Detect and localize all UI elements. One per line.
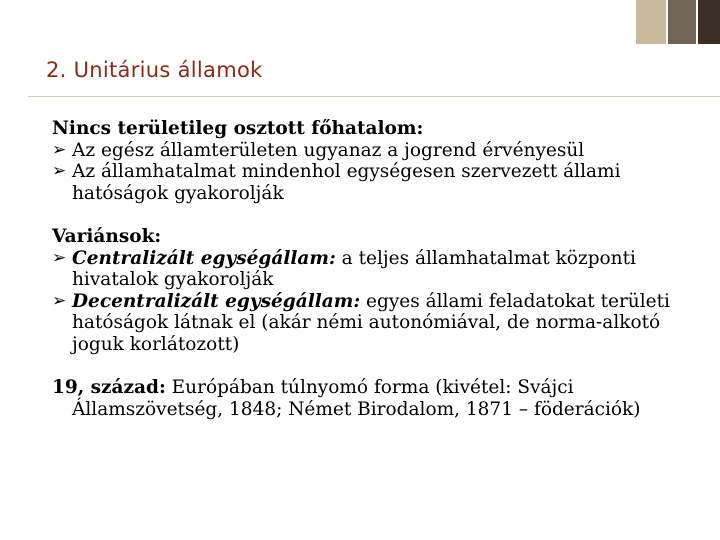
- section-main-power: [52, 118, 692, 204]
- bullet-item: [52, 161, 692, 204]
- top-bar-mid: [668, 0, 696, 44]
- bullet-text: Az államhatalmat mindenhol egységesen szervezett állami hatóságok gyakorolják: [72, 161, 621, 204]
- top-bar-light: [636, 0, 666, 44]
- section-heading: Nincs területileg osztott főhatalom:: [52, 118, 424, 139]
- slide-content: [52, 118, 692, 442]
- paragraph-text: Európában túlnyomó forma (kivétel: Svájci Államszövetség, 1848; Német Birodalom, 1871 – föderációk): [72, 377, 641, 420]
- bullet-item: [52, 248, 692, 291]
- bullet-text: egyes állami feladatokat területi hatóságok látnak el (akár némi autonómiával, de norma-alkotó joguk korlátozott): [72, 290, 670, 355]
- arrow-bullet-icon: ➢: [52, 290, 67, 311]
- term-label: Centralizált egységállam:: [72, 247, 336, 269]
- bullet-text: Az egész államterületen ugyanaz a jogrend érvényesül: [72, 139, 585, 161]
- bullet-text: a teljes államhatalmat központi hivatalok gyakorolják: [72, 247, 636, 290]
- arrow-bullet-icon: ➢: [52, 161, 67, 181]
- section-heading: Variánsok:: [52, 226, 162, 247]
- decorative-top-bars: [636, 0, 720, 44]
- lead-label: 19, század:: [52, 377, 166, 398]
- bullet-item: [52, 140, 692, 162]
- arrow-bullet-icon: ➢: [52, 139, 67, 160]
- arrow-bullet-icon: ➢: [52, 247, 67, 268]
- section-variants: [52, 226, 692, 355]
- top-bar-dark: [698, 0, 720, 44]
- title-divider: [28, 96, 720, 97]
- bullet-item: [52, 291, 692, 356]
- section-19th-century: [52, 377, 692, 420]
- slide-title: 2. Unitárius államok: [46, 58, 263, 82]
- term-label: Decentralizált egységállam:: [72, 290, 361, 312]
